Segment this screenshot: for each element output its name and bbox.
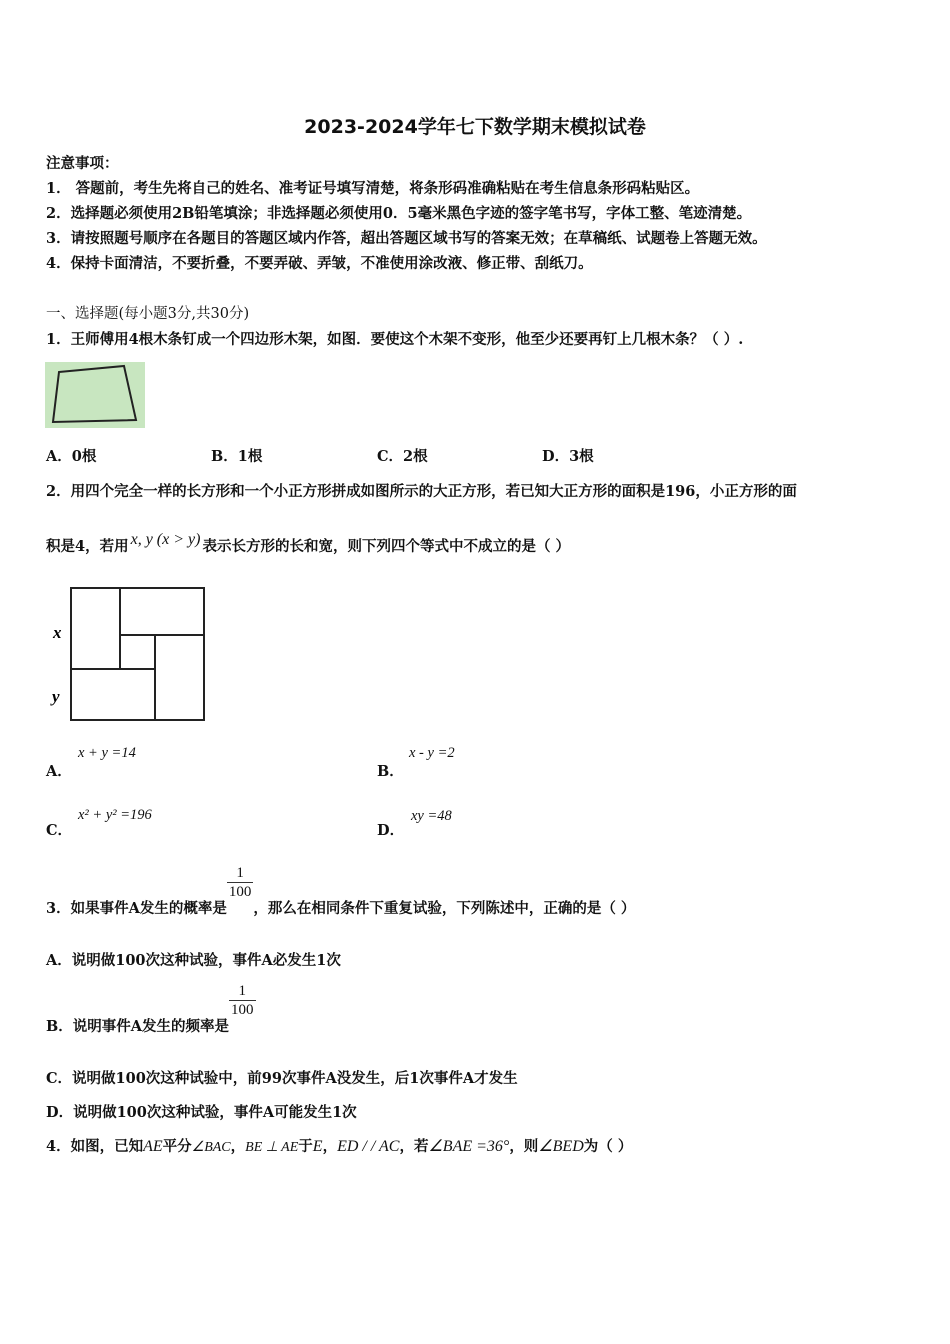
q3-option-b-text: B．说明事件A发生的频率是 bbox=[46, 1017, 230, 1035]
q4-text-part: ， bbox=[230, 1138, 246, 1155]
fraction-denominator: 100 bbox=[228, 884, 252, 900]
q4-math-angle-bed: ∠BED bbox=[538, 1138, 584, 1155]
q4-math-ae: AE bbox=[143, 1138, 163, 1155]
q3-option-c[interactable]: C．说明做100次这种试验中，前99次事件A没发生，后1次事件A才发生 bbox=[46, 1070, 518, 1087]
q4-text-part: ，则 bbox=[509, 1138, 539, 1155]
section-heading: 一、选择题(每小题3分,共30分) bbox=[46, 306, 250, 322]
square-puzzle-figure bbox=[50, 585, 210, 725]
q4-math-parallel: ED / / AC bbox=[337, 1138, 400, 1155]
q1-option-b[interactable]: B．1根 bbox=[211, 448, 263, 465]
q1-option-c[interactable]: C．2根 bbox=[377, 448, 428, 465]
q3-option-b[interactable] bbox=[46, 982, 256, 1035]
notice-item-4: 4．保持卡面清洁，不要折叠，不要弄破、弄皱，不准使用涂改液、修正带、刮纸刀。 bbox=[46, 255, 593, 272]
q2-option-a-math: x + y =14 bbox=[78, 745, 136, 761]
q4-text-part: ， bbox=[322, 1138, 338, 1155]
quadrilateral-figure bbox=[45, 362, 145, 428]
big-square bbox=[71, 588, 204, 720]
label-x: x bbox=[53, 623, 62, 642]
q4-text-part: ，若 bbox=[399, 1138, 429, 1155]
q3-option-d[interactable]: D．说明做100次这种试验，事件A可能发生1次 bbox=[46, 1104, 357, 1121]
q2-option-d-math: xy =48 bbox=[411, 808, 452, 824]
fraction-numerator: 1 bbox=[227, 864, 254, 883]
q2-option-a-label[interactable]: A． bbox=[46, 763, 72, 780]
q4-math-point-e: E bbox=[312, 1138, 323, 1155]
q3-option-a[interactable]: A．说明做100次这种试验，事件A必发生1次 bbox=[46, 952, 341, 969]
q3-prefix: 3．如果事件A发生的概率是 bbox=[46, 899, 227, 917]
q2-variables: x, y (x > y) bbox=[130, 531, 201, 548]
q3-probability-fraction bbox=[227, 864, 254, 901]
q1-option-d[interactable]: D．3根 bbox=[542, 448, 594, 465]
q2-line2-suffix: 表示长方形的长和宽，则下列四个等式中不成立的是（ ） bbox=[202, 538, 570, 555]
q4-text-part: 于 bbox=[298, 1138, 313, 1155]
q2-option-b-math: x - y =2 bbox=[409, 745, 455, 761]
question-3-text bbox=[46, 864, 636, 917]
question-2-line-2 bbox=[46, 531, 570, 556]
q4-math-perpendicular: BE ⊥ AE bbox=[245, 1140, 299, 1155]
fraction-numerator: 1 bbox=[229, 982, 256, 1001]
notice-item-2: 2．选择题必须使用2B铅笔填涂；非选择题必须使用0．5毫米黑色字迹的签字笔书写，字体工整、笔迹清楚。 bbox=[46, 205, 752, 222]
q2-option-c-math: x² + y² =196 bbox=[78, 807, 152, 823]
q2-option-d-label[interactable]: D． bbox=[377, 822, 405, 839]
q2-line2-prefix: 积是4，若用 bbox=[46, 538, 129, 555]
question-2-line-1: 2．用四个完全一样的长方形和一个小正方形拼成如图所示的大正方形，若已知大正方形的面积是196，小正方形的面 bbox=[46, 483, 797, 500]
q1-option-a[interactable]: A．0根 bbox=[46, 448, 97, 465]
q2-option-c-label[interactable]: C． bbox=[46, 822, 73, 839]
q4-text-part: 4．如图，已知 bbox=[46, 1138, 144, 1155]
q3-suffix: ，那么在相同条件下重复试验，下列陈述中，正确的是（ ） bbox=[253, 899, 636, 917]
question-4-text bbox=[46, 1135, 632, 1156]
question-1-text: 1．王师傅用4根木条钉成一个四边形木架，如图．要使这个木架不变形，他至少还要再钉上几根木条？（ ）. bbox=[46, 331, 744, 348]
q2-option-b-label[interactable]: B． bbox=[377, 763, 404, 780]
label-y: y bbox=[52, 687, 60, 706]
q4-text-part: 平分 bbox=[162, 1138, 192, 1155]
notice-item-3: 3．请按照题号顺序在各题目的答题区域内作答，超出答题区域书写的答案无效；在草稿纸、试题卷上答题无效。 bbox=[46, 230, 767, 247]
q4-math-angle-bac: ∠BAC bbox=[191, 1140, 231, 1155]
q4-math-angle-bae: ∠BAE =36° bbox=[428, 1138, 510, 1155]
notice-item-1: 1． 答题前，考生先将自己的姓名、准考证号填写清楚，将条形码准确粘贴在考生信息条形码粘贴区。 bbox=[46, 180, 700, 197]
page-title: 2023-2024学年七下数学期末模拟试卷 bbox=[304, 116, 646, 138]
q4-text-part: 为（ ） bbox=[583, 1138, 633, 1155]
q3-option-b-fraction bbox=[229, 982, 256, 1019]
notice-heading: 注意事项： bbox=[46, 155, 119, 172]
fraction-denominator: 100 bbox=[231, 1002, 254, 1018]
